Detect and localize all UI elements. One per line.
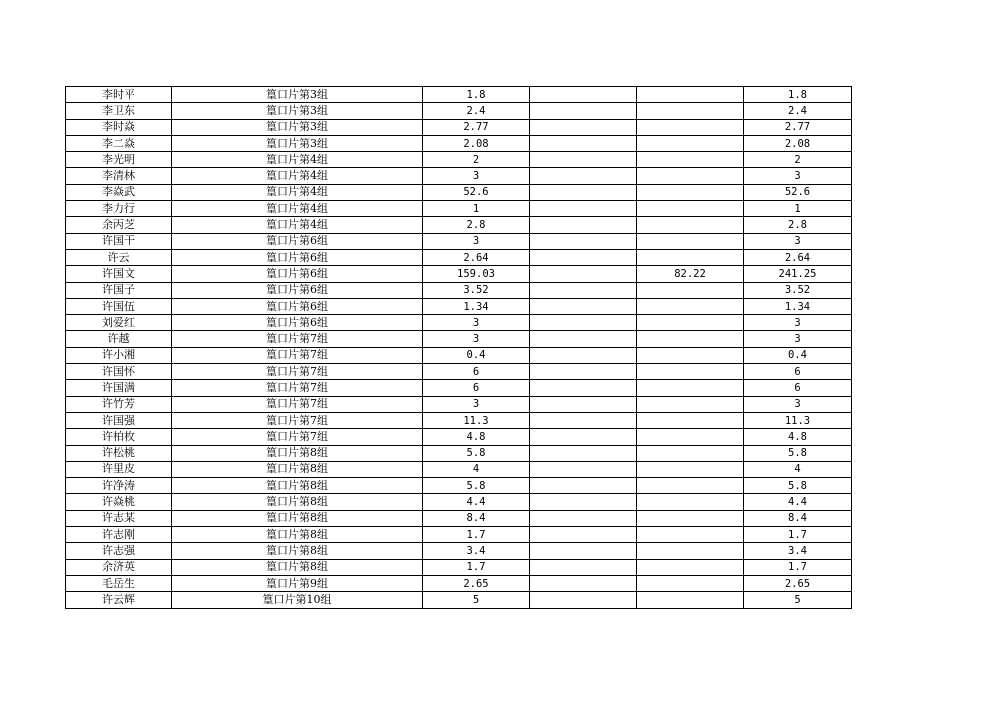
adjustment-cell [637, 527, 744, 543]
total-cell: 3 [744, 396, 852, 412]
adjustment-cell [637, 347, 744, 363]
location-cell: 篁口片第9组 [172, 575, 423, 591]
location-cell: 篁口片第8组 [172, 527, 423, 543]
adjustment-cell [637, 315, 744, 331]
adjustment-cell [637, 249, 744, 265]
area-cell: 3.52 [423, 282, 530, 298]
area-cell: 2.65 [423, 575, 530, 591]
empty-cell [530, 152, 637, 168]
location-cell: 篁口片第4组 [172, 168, 423, 184]
empty-cell [530, 364, 637, 380]
adjustment-cell [637, 380, 744, 396]
location-cell: 篁口片第7组 [172, 347, 423, 363]
adjustment-cell [637, 87, 744, 103]
total-cell: 3.52 [744, 282, 852, 298]
adjustment-cell [637, 184, 744, 200]
total-cell: 5 [744, 592, 852, 608]
area-cell: 2.4 [423, 103, 530, 119]
adjustment-cell [637, 461, 744, 477]
total-cell: 1.8 [744, 87, 852, 103]
total-cell: 5.8 [744, 445, 852, 461]
empty-cell [530, 559, 637, 575]
adjustment-cell [637, 135, 744, 151]
empty-cell [530, 217, 637, 233]
location-cell: 篁口片第7组 [172, 429, 423, 445]
area-cell: 1.7 [423, 559, 530, 575]
name-cell: 许国强 [66, 412, 172, 428]
total-cell: 2.4 [744, 103, 852, 119]
table-row [66, 103, 852, 119]
total-cell: 1 [744, 201, 852, 217]
adjustment-cell [637, 364, 744, 380]
name-cell: 许志强 [66, 543, 172, 559]
adjustment-cell [637, 233, 744, 249]
area-cell: 4 [423, 461, 530, 477]
total-cell: 1.7 [744, 527, 852, 543]
empty-cell [530, 347, 637, 363]
adjustment-cell [637, 445, 744, 461]
name-cell: 许国子 [66, 282, 172, 298]
table-row [66, 429, 852, 445]
empty-cell [530, 103, 637, 119]
table-row [66, 412, 852, 428]
total-cell: 8.4 [744, 510, 852, 526]
name-cell: 许竹芳 [66, 396, 172, 412]
empty-cell [530, 445, 637, 461]
location-cell: 篁口片第4组 [172, 217, 423, 233]
table-row [66, 494, 852, 510]
name-cell: 李力行 [66, 201, 172, 217]
table-row [66, 315, 852, 331]
total-cell: 3 [744, 168, 852, 184]
empty-cell [530, 184, 637, 200]
table-row [66, 217, 852, 233]
location-cell: 篁口片第4组 [172, 184, 423, 200]
area-cell: 2.64 [423, 249, 530, 265]
total-cell: 4.4 [744, 494, 852, 510]
adjustment-cell [637, 396, 744, 412]
total-cell: 241.25 [744, 266, 852, 282]
location-cell: 篁口片第3组 [172, 119, 423, 135]
total-cell: 6 [744, 364, 852, 380]
location-cell: 篁口片第7组 [172, 331, 423, 347]
name-cell: 许国怀 [66, 364, 172, 380]
total-cell: 3 [744, 315, 852, 331]
adjustment-cell [637, 592, 744, 608]
empty-cell [530, 331, 637, 347]
empty-cell [530, 592, 637, 608]
area-cell: 0.4 [423, 347, 530, 363]
name-cell: 许志某 [66, 510, 172, 526]
area-cell: 3 [423, 331, 530, 347]
adjustment-cell [637, 543, 744, 559]
adjustment-cell [637, 494, 744, 510]
total-cell: 2 [744, 152, 852, 168]
location-cell: 篁口片第6组 [172, 315, 423, 331]
adjustment-cell [637, 119, 744, 135]
total-cell: 2.77 [744, 119, 852, 135]
location-cell: 篁口片第6组 [172, 282, 423, 298]
location-cell: 篁口片第7组 [172, 380, 423, 396]
location-cell: 篁口片第3组 [172, 135, 423, 151]
table-row [66, 396, 852, 412]
table-row [66, 119, 852, 135]
data-table [65, 86, 852, 609]
area-cell: 2 [423, 152, 530, 168]
name-cell: 许国满 [66, 380, 172, 396]
area-cell: 6 [423, 364, 530, 380]
empty-cell [530, 510, 637, 526]
total-cell: 5.8 [744, 478, 852, 494]
adjustment-cell [637, 575, 744, 591]
name-cell: 许云辉 [66, 592, 172, 608]
area-cell: 5 [423, 592, 530, 608]
area-cell: 5.8 [423, 445, 530, 461]
name-cell: 许松桃 [66, 445, 172, 461]
total-cell: 2.64 [744, 249, 852, 265]
adjustment-cell [637, 412, 744, 428]
adjustment-cell [637, 429, 744, 445]
empty-cell [530, 168, 637, 184]
area-cell: 1 [423, 201, 530, 217]
name-cell: 李二焱 [66, 135, 172, 151]
name-cell: 许志刚 [66, 527, 172, 543]
name-cell: 余丙芝 [66, 217, 172, 233]
area-cell: 4.4 [423, 494, 530, 510]
name-cell: 许净涛 [66, 478, 172, 494]
empty-cell [530, 575, 637, 591]
table-row [66, 478, 852, 494]
location-cell: 篁口片第6组 [172, 233, 423, 249]
total-cell: 3.4 [744, 543, 852, 559]
empty-cell [530, 429, 637, 445]
area-cell: 5.8 [423, 478, 530, 494]
location-cell: 篁口片第8组 [172, 461, 423, 477]
area-cell: 3 [423, 315, 530, 331]
location-cell: 篁口片第4组 [172, 201, 423, 217]
adjustment-cell [637, 478, 744, 494]
area-cell: 8.4 [423, 510, 530, 526]
location-cell: 篁口片第10组 [172, 592, 423, 608]
name-cell: 李时焱 [66, 119, 172, 135]
name-cell: 刘爱红 [66, 315, 172, 331]
table-row [66, 266, 852, 282]
table-row [66, 559, 852, 575]
empty-cell [530, 412, 637, 428]
table-row [66, 461, 852, 477]
table-row [66, 543, 852, 559]
table-row [66, 249, 852, 265]
name-cell: 李光明 [66, 152, 172, 168]
empty-cell [530, 478, 637, 494]
location-cell: 篁口片第8组 [172, 543, 423, 559]
table-row [66, 87, 852, 103]
name-cell: 李焱武 [66, 184, 172, 200]
table-row [66, 364, 852, 380]
area-cell: 159.03 [423, 266, 530, 282]
location-cell: 篁口片第8组 [172, 478, 423, 494]
location-cell: 篁口片第7组 [172, 412, 423, 428]
location-cell: 篁口片第6组 [172, 266, 423, 282]
table-row [66, 168, 852, 184]
name-cell: 许云 [66, 249, 172, 265]
table-row [66, 527, 852, 543]
empty-cell [530, 298, 637, 314]
table-body [66, 87, 852, 609]
name-cell: 许国伍 [66, 298, 172, 314]
table-row [66, 445, 852, 461]
name-cell: 李清林 [66, 168, 172, 184]
location-cell: 篁口片第4组 [172, 152, 423, 168]
empty-cell [530, 249, 637, 265]
adjustment-cell [637, 217, 744, 233]
name-cell: 李时平 [66, 87, 172, 103]
total-cell: 2.08 [744, 135, 852, 151]
total-cell: 11.3 [744, 412, 852, 428]
location-cell: 篁口片第7组 [172, 396, 423, 412]
location-cell: 篁口片第8组 [172, 510, 423, 526]
area-cell: 11.3 [423, 412, 530, 428]
total-cell: 4.8 [744, 429, 852, 445]
table-row [66, 347, 852, 363]
location-cell: 篁口片第3组 [172, 103, 423, 119]
location-cell: 篁口片第8组 [172, 559, 423, 575]
area-cell: 52.6 [423, 184, 530, 200]
table-row [66, 575, 852, 591]
name-cell: 毛岳生 [66, 575, 172, 591]
table-row [66, 201, 852, 217]
total-cell: 0.4 [744, 347, 852, 363]
empty-cell [530, 461, 637, 477]
table-row [66, 298, 852, 314]
total-cell: 3 [744, 233, 852, 249]
area-cell: 4.8 [423, 429, 530, 445]
table-row [66, 592, 852, 608]
adjustment-cell [637, 331, 744, 347]
area-cell: 3 [423, 233, 530, 249]
adjustment-cell [637, 103, 744, 119]
adjustment-cell [637, 152, 744, 168]
area-cell: 1.34 [423, 298, 530, 314]
empty-cell [530, 396, 637, 412]
empty-cell [530, 201, 637, 217]
name-cell: 李卫东 [66, 103, 172, 119]
location-cell: 篁口片第3组 [172, 87, 423, 103]
area-cell: 3.4 [423, 543, 530, 559]
total-cell: 1.34 [744, 298, 852, 314]
empty-cell [530, 135, 637, 151]
adjustment-cell [637, 201, 744, 217]
total-cell: 1.7 [744, 559, 852, 575]
adjustment-cell: 82.22 [637, 266, 744, 282]
adjustment-cell [637, 559, 744, 575]
total-cell: 3 [744, 331, 852, 347]
area-cell: 6 [423, 380, 530, 396]
name-cell: 许柏枚 [66, 429, 172, 445]
area-cell: 1.7 [423, 527, 530, 543]
area-cell: 3 [423, 396, 530, 412]
location-cell: 篁口片第6组 [172, 298, 423, 314]
area-cell: 2.08 [423, 135, 530, 151]
name-cell: 许国干 [66, 233, 172, 249]
total-cell: 2.65 [744, 575, 852, 591]
name-cell: 许小湘 [66, 347, 172, 363]
adjustment-cell [637, 168, 744, 184]
empty-cell [530, 380, 637, 396]
total-cell: 2.8 [744, 217, 852, 233]
table-row [66, 233, 852, 249]
location-cell: 篁口片第8组 [172, 494, 423, 510]
empty-cell [530, 87, 637, 103]
name-cell: 许里皮 [66, 461, 172, 477]
table-row [66, 331, 852, 347]
table-row [66, 152, 852, 168]
total-cell: 6 [744, 380, 852, 396]
total-cell: 52.6 [744, 184, 852, 200]
empty-cell [530, 119, 637, 135]
adjustment-cell [637, 510, 744, 526]
empty-cell [530, 282, 637, 298]
area-cell: 3 [423, 168, 530, 184]
adjustment-cell [637, 298, 744, 314]
location-cell: 篁口片第7组 [172, 364, 423, 380]
name-cell: 许焱桃 [66, 494, 172, 510]
location-cell: 篁口片第6组 [172, 249, 423, 265]
name-cell: 许国文 [66, 266, 172, 282]
table-row [66, 380, 852, 396]
name-cell: 余济英 [66, 559, 172, 575]
empty-cell [530, 527, 637, 543]
table-row [66, 510, 852, 526]
total-cell: 4 [744, 461, 852, 477]
table-row [66, 282, 852, 298]
area-cell: 1.8 [423, 87, 530, 103]
empty-cell [530, 233, 637, 249]
adjustment-cell [637, 282, 744, 298]
area-cell: 2.8 [423, 217, 530, 233]
empty-cell [530, 494, 637, 510]
name-cell: 许越 [66, 331, 172, 347]
empty-cell [530, 543, 637, 559]
empty-cell [530, 266, 637, 282]
empty-cell [530, 315, 637, 331]
area-cell: 2.77 [423, 119, 530, 135]
table-row [66, 135, 852, 151]
table-row [66, 184, 852, 200]
location-cell: 篁口片第8组 [172, 445, 423, 461]
